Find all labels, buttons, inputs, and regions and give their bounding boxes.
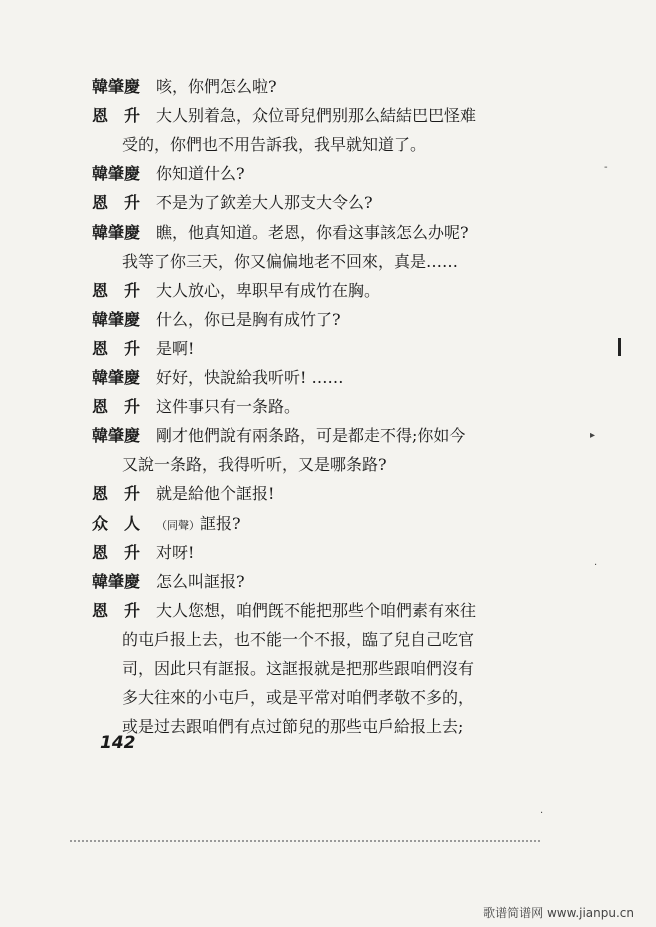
line-text: 大人放心，卑职早有成竹在胸。 xyxy=(156,280,381,300)
line-text: 多大往來的小屯戶，或是平常对咱們孝敬不多的， xyxy=(122,688,475,708)
speaker-name: 韓肇慶 xyxy=(92,368,141,387)
dialogue-line xyxy=(92,483,636,505)
line-text: 你知道什么? xyxy=(156,164,245,184)
line-text: 就是給他个誆报! xyxy=(156,484,275,504)
line-text: 是啊! xyxy=(156,338,195,358)
margin-mark xyxy=(618,338,621,356)
line-text: 什么，你已是胸有成竹了? xyxy=(156,309,341,329)
bottom-print-strip xyxy=(70,840,540,846)
line-text: 我等了你三天，你又偏偏地老不回來，真是…… xyxy=(122,251,459,271)
margin-tick: ▸ xyxy=(590,430,596,441)
dialogue-line xyxy=(92,571,636,593)
dialogue-line xyxy=(92,163,636,185)
dialogue-line xyxy=(92,396,636,418)
line-text: 又說一条路，我得听听，又是哪条路? xyxy=(122,455,387,475)
line-text: 或是过去跟咱們有点过節兒的那些屯戶給报上去; xyxy=(122,717,464,737)
dialogue-line xyxy=(92,425,636,447)
dialogue-line xyxy=(92,105,636,127)
margin-tick: - xyxy=(604,162,608,173)
dialogue-line xyxy=(92,338,636,360)
speaker-name: 恩 升 xyxy=(92,280,141,300)
dialogue-continuation xyxy=(122,251,636,273)
dialogue-line xyxy=(92,192,636,214)
speaker-name: 韓肇慶 xyxy=(92,309,141,329)
line-text: 对呀! xyxy=(156,542,195,562)
line-text: 瞧，他真知道。老恩，你看这事該怎么办呢? xyxy=(156,222,469,242)
speaker-name: 韓肇慶 xyxy=(92,77,141,96)
page-number: 142 xyxy=(100,733,136,753)
line-text: 司，因此只有誆报。这誆报就是把那些跟咱們沒有 xyxy=(122,659,475,678)
line-text: 怎么叫誆报? xyxy=(156,571,245,591)
dialogue-line xyxy=(92,76,636,98)
speaker-name: 恩 升 xyxy=(92,193,141,213)
dialogue-line xyxy=(92,513,636,537)
line-text: 的屯戶报上去，也不能一个不报，臨了兒自己吃官 xyxy=(122,629,475,649)
speaker-name: 韓肇慶 xyxy=(92,164,141,184)
speaker-name: 恩 升 xyxy=(92,600,141,620)
dialogue-continuation xyxy=(122,134,636,156)
dialogue-continuation xyxy=(122,454,636,476)
line-text: 咳，你們怎么啦? xyxy=(156,77,277,96)
margin-tick: · xyxy=(540,808,544,819)
speaker-name: 韓肇慶 xyxy=(92,571,141,591)
line-text: 不是为了欽差大人那支大令么? xyxy=(156,193,373,213)
dialogue-continuation xyxy=(122,687,636,709)
line-text: 誆报? xyxy=(200,513,241,533)
dialogue-line xyxy=(92,367,636,389)
speaker-name: 恩 升 xyxy=(92,106,141,126)
line-text: 大人您想，咱們旣不能把那些个咱們素有來往 xyxy=(156,600,477,620)
dialogue-line xyxy=(92,309,636,331)
dialogue-line xyxy=(92,600,636,622)
dialogue-line xyxy=(92,542,636,564)
site-watermark: 歌谱简谱网 www.jianpu.cn xyxy=(483,906,634,920)
speaker-name: 恩 升 xyxy=(92,397,141,417)
speaker-name: 恩 升 xyxy=(92,542,141,562)
line-text: 这件事只有一条路。 xyxy=(156,397,301,417)
dialogue-continuation xyxy=(122,629,636,651)
line-text: 大人别着急，众位哥兒們别那么結結巴巴怪难 xyxy=(156,106,477,126)
speaker-name: 恩 升 xyxy=(92,484,141,504)
speaker-name: 恩 升 xyxy=(92,338,141,358)
dialogue-continuation xyxy=(122,658,636,680)
dialogue-line xyxy=(92,280,636,302)
stage-direction: （同聲） xyxy=(156,518,200,532)
dialogue-continuation xyxy=(122,716,636,738)
speaker-name: 韓肇慶 xyxy=(92,222,141,242)
line-text: 好好，快說給我听听! …… xyxy=(156,368,344,387)
line-text: 受的，你們也不用告訴我，我早就知道了。 xyxy=(122,135,427,155)
speaker-name: 众 人 xyxy=(92,513,141,533)
line-text: 剛才他們說有兩条路，可是都走不得;你如今 xyxy=(156,426,466,446)
margin-tick: · xyxy=(594,560,598,571)
dialogue-line xyxy=(92,222,636,244)
speaker-name: 韓肇慶 xyxy=(92,426,141,446)
